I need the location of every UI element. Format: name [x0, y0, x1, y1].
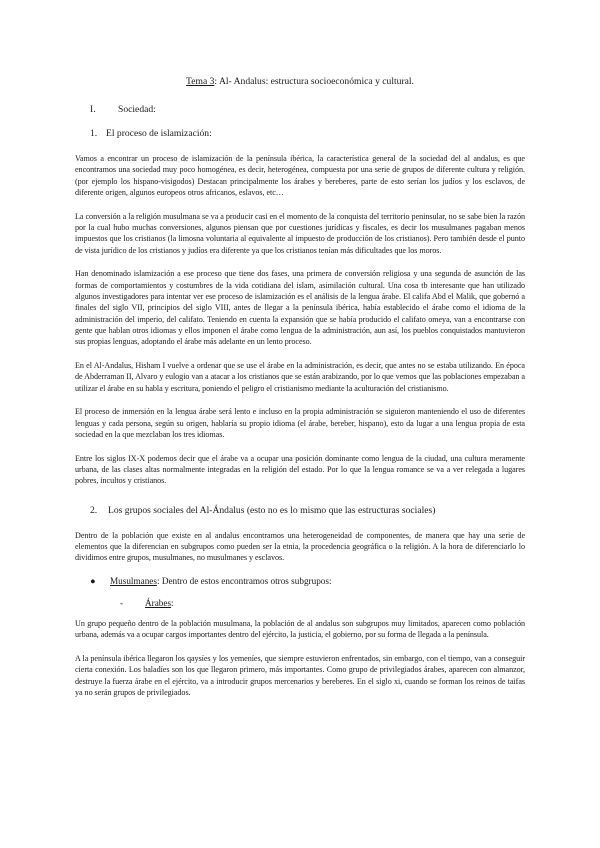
title-topic-sep: : [214, 76, 218, 87]
paragraph: Dentro de la población que existe en al andalus encontramos una heterogeneidad de componentes, de manera que hay una serie de elementos que la diferencian en subgrupos como pueden ser la etnia, la procedencia geográfica o la religión. A la hora de diferenciarlo lo dividimos entre grupos, musulmanes, no musulmanes y esclavos. [75, 530, 525, 563]
subsection-number: 1. [90, 128, 98, 139]
paragraph: Han denominado islamización a ese proceso que tiene dos fases, una primera de conversión religiosa y una segunda de asunción de las formas de comportamientos y costumbres de la vida cotidiana del islam, asimilación cultural. Una cosa tb interesante que han utilizado algunos investigadores para intentar ver ese proceso de islamización es el análisis de la lengua árabe. El califa Abd el Malik, que gobernó a finales del siglo VII, principios del siglo VIII, antes de llegar a la península ibérica, había establecido el árabe como el idioma de la administración del imperio, del califato. Teniendo en cuenta la expansión que se había producido el califato omeya, van a encontrarse con gente que hablan otros idiomas y ellos imponen el árabe como lengua de la administración, aun así, los pueblos conquistados mantuvieron sus propias lenguas, adoptando el árabe más adelante en un lento proceso. [75, 269, 525, 347]
subsection-heading-grupos-sociales [90, 505, 525, 516]
document-title [75, 76, 525, 87]
subsection-label: El proceso de islamización: [106, 128, 212, 139]
dash-label: Árabes [145, 598, 172, 609]
section-label: Sociedad: [118, 104, 156, 115]
dash-item-arabes [120, 598, 525, 608]
bullet-text: : Dentro de estos encontramos otros subgrupos: [156, 576, 332, 587]
dash-icon: - [120, 598, 124, 609]
bullet-item-musulmanes [90, 576, 525, 586]
paragraph: Un grupo pequeño dentro de la población musulmana, la población de al andalus son subgrupos muy limitados, aparecen como población urbana, además va a ocupar cargos importantes dentro del ejército, la justicia, el gobierno, por su forma de llegada a la península. [75, 619, 525, 640]
subsection-label: Los grupos sociales del Al-Ándalus (esto no es lo mismo que las estructuras sociales) [108, 504, 436, 516]
paragraph: A la península ibérica llegaron los qaysíes y los yemeníes, que siempre estuvieron enfrentados, sin embargo, con el tiempo, van a conseguir cierta conexión. Los baladíes son los que llegaron primero, más importantes. Como grupo de privilegiados árabes, aparecen con almanzor, destruye la fuerza árabe en el ejército, va a introducir grupos mercenarios y bereberes. En el siglo xi, cuando se forman los reinos de taifas ya no serán grupos de privilegiados. [75, 654, 525, 697]
bullet-label: Musulmanes [110, 576, 157, 587]
section-heading-sociedad [90, 104, 525, 115]
paragraph: La conversión a la religión musulmana se va a producir casi en el momento de la conquista del territorio peninsular, no se sabe bien la razón por la cual hubo muchas conversiones, algunos piensan que por cuestiones jurídicas y fiscales, es decir los musulmanes pagaban menos impuestos que los cristianos (la limosna voluntaria al equivalente al impuesto de producción de los cristianos). Pero también desde el punto de vista jurídico de los cristianos y judíos era diferente ya que los cristianos tenían más dificultades que los moros. [75, 211, 525, 255]
title-text: Al- Andalus: estructura socioeconómica y cultural. [217, 76, 414, 87]
paragraph: Vamos a encontrar un proceso de islamización de la península ibérica, la característica general de la sociedad del al andalus, es que encontramos una sociedad muy poco homogénea, es decir, heterogénea, compuesta por una serie de grupos de diferente cultura y religión. (por ejemplo los hispano-visigodos) Destacan principalmente los árabes y bereberes, parte de esto serían los judíos y los esclavos, de diferente origen, algunos europeos otros africanos, eslavos, etc… [75, 154, 525, 197]
dash-text: : [171, 598, 174, 609]
paragraph: El proceso de inmersión en la lengua árabe será lento e incluso en la propia administración se siguieron manteniendo el uso de diferentes lenguas y cada persona, según su origen, hablaría su propio idioma (el árabe, bereber, hispano), esto da lugar a una lengua propia de esta sociedad en la que mezclaban los tres idiomas. [75, 407, 525, 439]
section-number: I. [90, 104, 96, 115]
paragraph: Entre los siglos IX-X podemos decir que el árabe va a ocupar una posición dominante como lengua de la ciudad, una cultura meramente urbana, de las clases altas normalmente integradas en la religión del estado. Por lo que la lengua romance se va a ver relegada a lugares pobres, incultos y cristianos. [75, 453, 525, 486]
bullet-icon: ● [90, 576, 96, 587]
subsection-heading-islamizacion [90, 128, 525, 139]
subsection-number: 2. [90, 504, 98, 516]
paragraph: En el Al-Andalus, Hisham I vuelve a ordenar que se use el árabe en la administración, es decir, que antes no se estaba utilizando. En época de Abderraman II, Alvaro y eulogio van a atacar a los cristianos que se están arabizando, por lo que vemos que las poblaciones empezaban a utilizar el árabe en su habla y escritura, poniendo el peligro el cristianismo mediante la aculturación del cristianismo. [75, 360, 525, 393]
title-topic-label: Tema 3 [186, 76, 215, 87]
